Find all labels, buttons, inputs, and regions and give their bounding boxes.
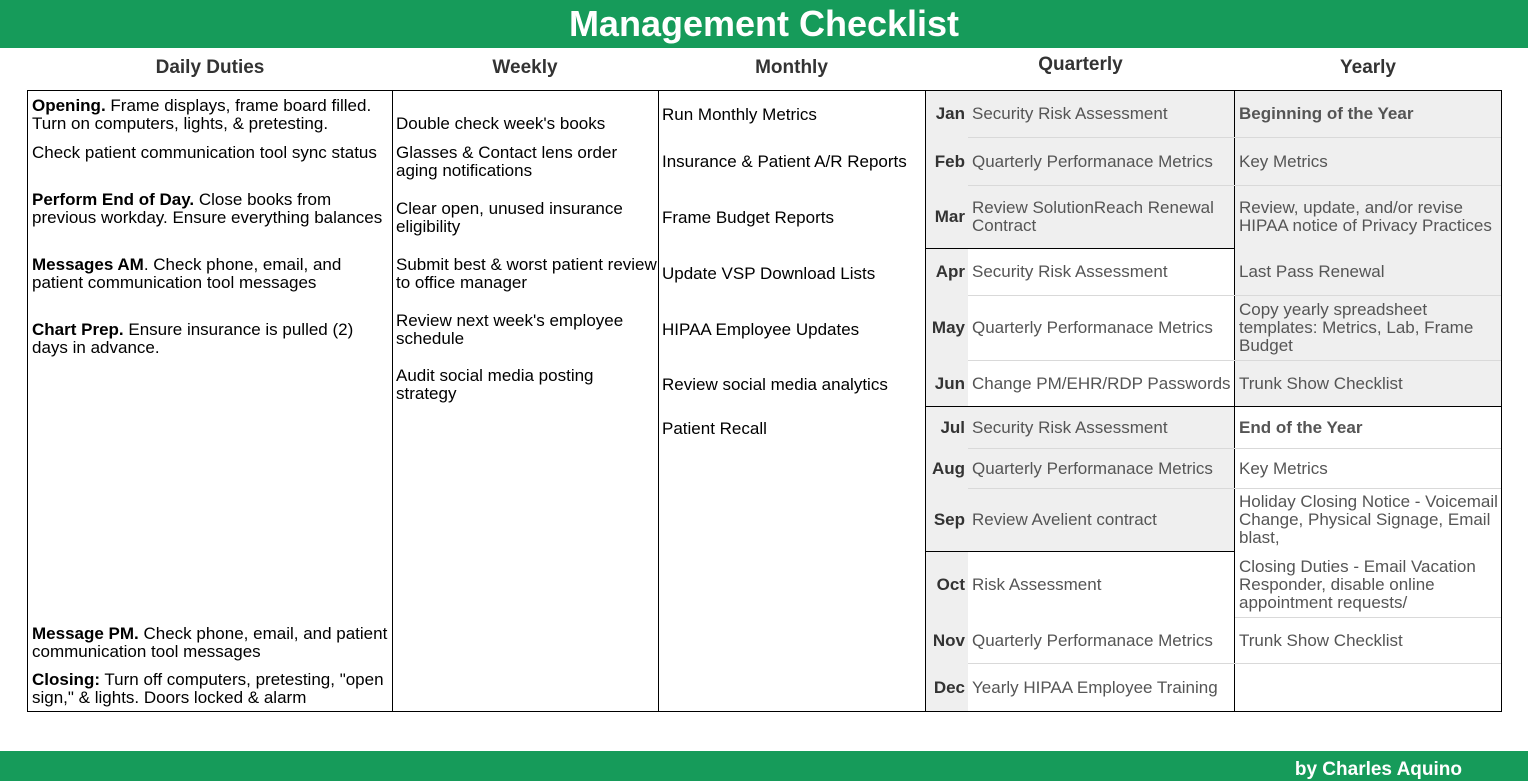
daily-item-text: Check phone, email, and patient communication tool messages — [32, 625, 388, 661]
quarter-task: Review SolutionReach Renewal Contract — [972, 198, 1214, 235]
quarter-month: Dec — [933, 677, 965, 697]
quarter-month: Nov — [932, 630, 965, 650]
yearly-item: Copy yearly spreadsheet templates: Metrics, Lab, Frame Budget — [1239, 300, 1474, 355]
yearly-section-heading: End of the Year — [1239, 417, 1363, 437]
divider-weekly-monthly — [658, 90, 659, 712]
weekly-item: Glasses & Contact lens order aging notifications — [396, 144, 618, 180]
column-header-monthly: Monthly — [755, 57, 828, 78]
yearly-item: Last Pass Renewal — [1239, 262, 1385, 281]
quarter-task: Yearly HIPAA Employee Training — [972, 677, 1218, 697]
weekly-item: Audit social media posting strategy — [396, 367, 594, 403]
quarter-task: Quarterly Performanace Metrics — [972, 318, 1213, 337]
quarter-month: Jan — [935, 104, 965, 123]
quarter-task: Quarterly Performanace Metrics — [972, 151, 1213, 171]
page-title: Management Checklist — [0, 0, 1528, 48]
monthly-item: Update VSP Download Lists — [662, 265, 876, 283]
quarter-task: Risk Assessment — [972, 574, 1102, 594]
yearly-item: Closing Duties - Email Vacation Responder, disable online appointment requests/ — [1239, 556, 1476, 612]
monthly-item: Run Monthly Metrics — [662, 106, 817, 124]
monthly-item: Insurance & Patient A/R Reports — [662, 153, 907, 171]
quarter-task: Security Risk Assessment — [972, 104, 1168, 123]
daily-item-text: Check patient communication tool sync status — [32, 144, 377, 162]
daily-item-text: Turn off computers, pretesting, "open sign," & lights. Doors locked & alarm — [32, 671, 384, 707]
daily-item-text: . Check phone, email, and patient communication tool messages — [32, 256, 342, 292]
monthly-item: Review social media analytics — [662, 376, 888, 394]
quarter-month: Oct — [936, 574, 965, 594]
yearly-item: Holiday Closing Notice - Voicemail Change, Physical Signage, Email blast, — [1239, 492, 1498, 547]
yearly-item: Key Metrics — [1239, 151, 1328, 171]
yearly-item — [1235, 664, 1501, 711]
daily-item-heading: Closing: — [32, 671, 100, 689]
daily-item-heading: Message PM. — [32, 625, 139, 643]
column-header-yearly: Yearly — [1340, 57, 1396, 78]
daily-item-text: Frame displays, frame board filled. Turn on computers, lights, & pretesting. — [32, 97, 372, 133]
quarter-month: Feb — [934, 151, 965, 171]
daily-item — [28, 191, 392, 247]
weekly-item: Clear open, unused insurance eligibility — [396, 200, 623, 236]
quarter-task: Change PM/EHR/RDP Passwords — [972, 373, 1231, 393]
daily-item-heading: Chart Prep. — [32, 321, 124, 339]
quarter-task: Security Risk Assessment — [972, 262, 1168, 281]
quarter-month: Jul — [940, 417, 965, 437]
daily-item — [28, 256, 392, 294]
weekly-item: Submit best & worst patient review to office manager — [396, 256, 657, 292]
daily-item — [28, 625, 392, 663]
daily-item — [28, 144, 392, 182]
weekly-item: Double check week's books — [396, 115, 606, 133]
quarter-task: Quarterly Performanace Metrics — [972, 458, 1213, 478]
daily-item-heading: Messages AM — [32, 256, 144, 274]
quarter-task: Quarterly Performanace Metrics — [972, 630, 1213, 650]
quarter-month: Sep — [933, 510, 965, 529]
yearly-item: Review, update, and/or revise HIPAA notice of Privacy Practices — [1239, 198, 1492, 235]
daily-item — [28, 321, 392, 359]
daily-item-text: Close books from previous workday. Ensure everything balances — [32, 191, 383, 227]
author-credit: by Charles Aquino — [1294, 759, 1462, 780]
quarter-month: Mar — [934, 207, 965, 226]
quarter-month: Apr — [935, 262, 965, 281]
monthly-item: Frame Budget Reports — [662, 209, 834, 227]
yearly-item: Trunk Show Checklist — [1239, 630, 1403, 650]
daily-item — [28, 97, 392, 135]
daily-item — [28, 671, 392, 709]
column-header-daily: Daily Duties — [155, 57, 265, 78]
quarter-month: Aug — [931, 458, 965, 478]
quarter-month: Jun — [934, 373, 965, 393]
column-header-quarterly: Quarterly — [1038, 54, 1123, 75]
quarter-month: May — [931, 318, 965, 337]
yearly-item: Trunk Show Checklist — [1239, 373, 1403, 393]
daily-item-heading: Opening. — [32, 97, 106, 115]
yearly-item: Key Metrics — [1239, 458, 1328, 478]
weekly-item: Review next week's employee schedule — [396, 312, 624, 348]
daily-item-text: Ensure insurance is pulled (2) days in advance. — [32, 321, 354, 357]
monthly-item: HIPAA Employee Updates — [662, 321, 860, 339]
yearly-section-heading: Beginning of the Year — [1239, 104, 1414, 123]
footer-bar — [0, 751, 1528, 781]
quarter-task: Security Risk Assessment — [972, 417, 1168, 437]
daily-item-heading: Perform End of Day. — [32, 191, 195, 209]
column-header-weekly: Weekly — [492, 57, 558, 78]
quarter-task: Review Avelient contract — [972, 510, 1157, 529]
monthly-item: Patient Recall — [662, 420, 767, 438]
